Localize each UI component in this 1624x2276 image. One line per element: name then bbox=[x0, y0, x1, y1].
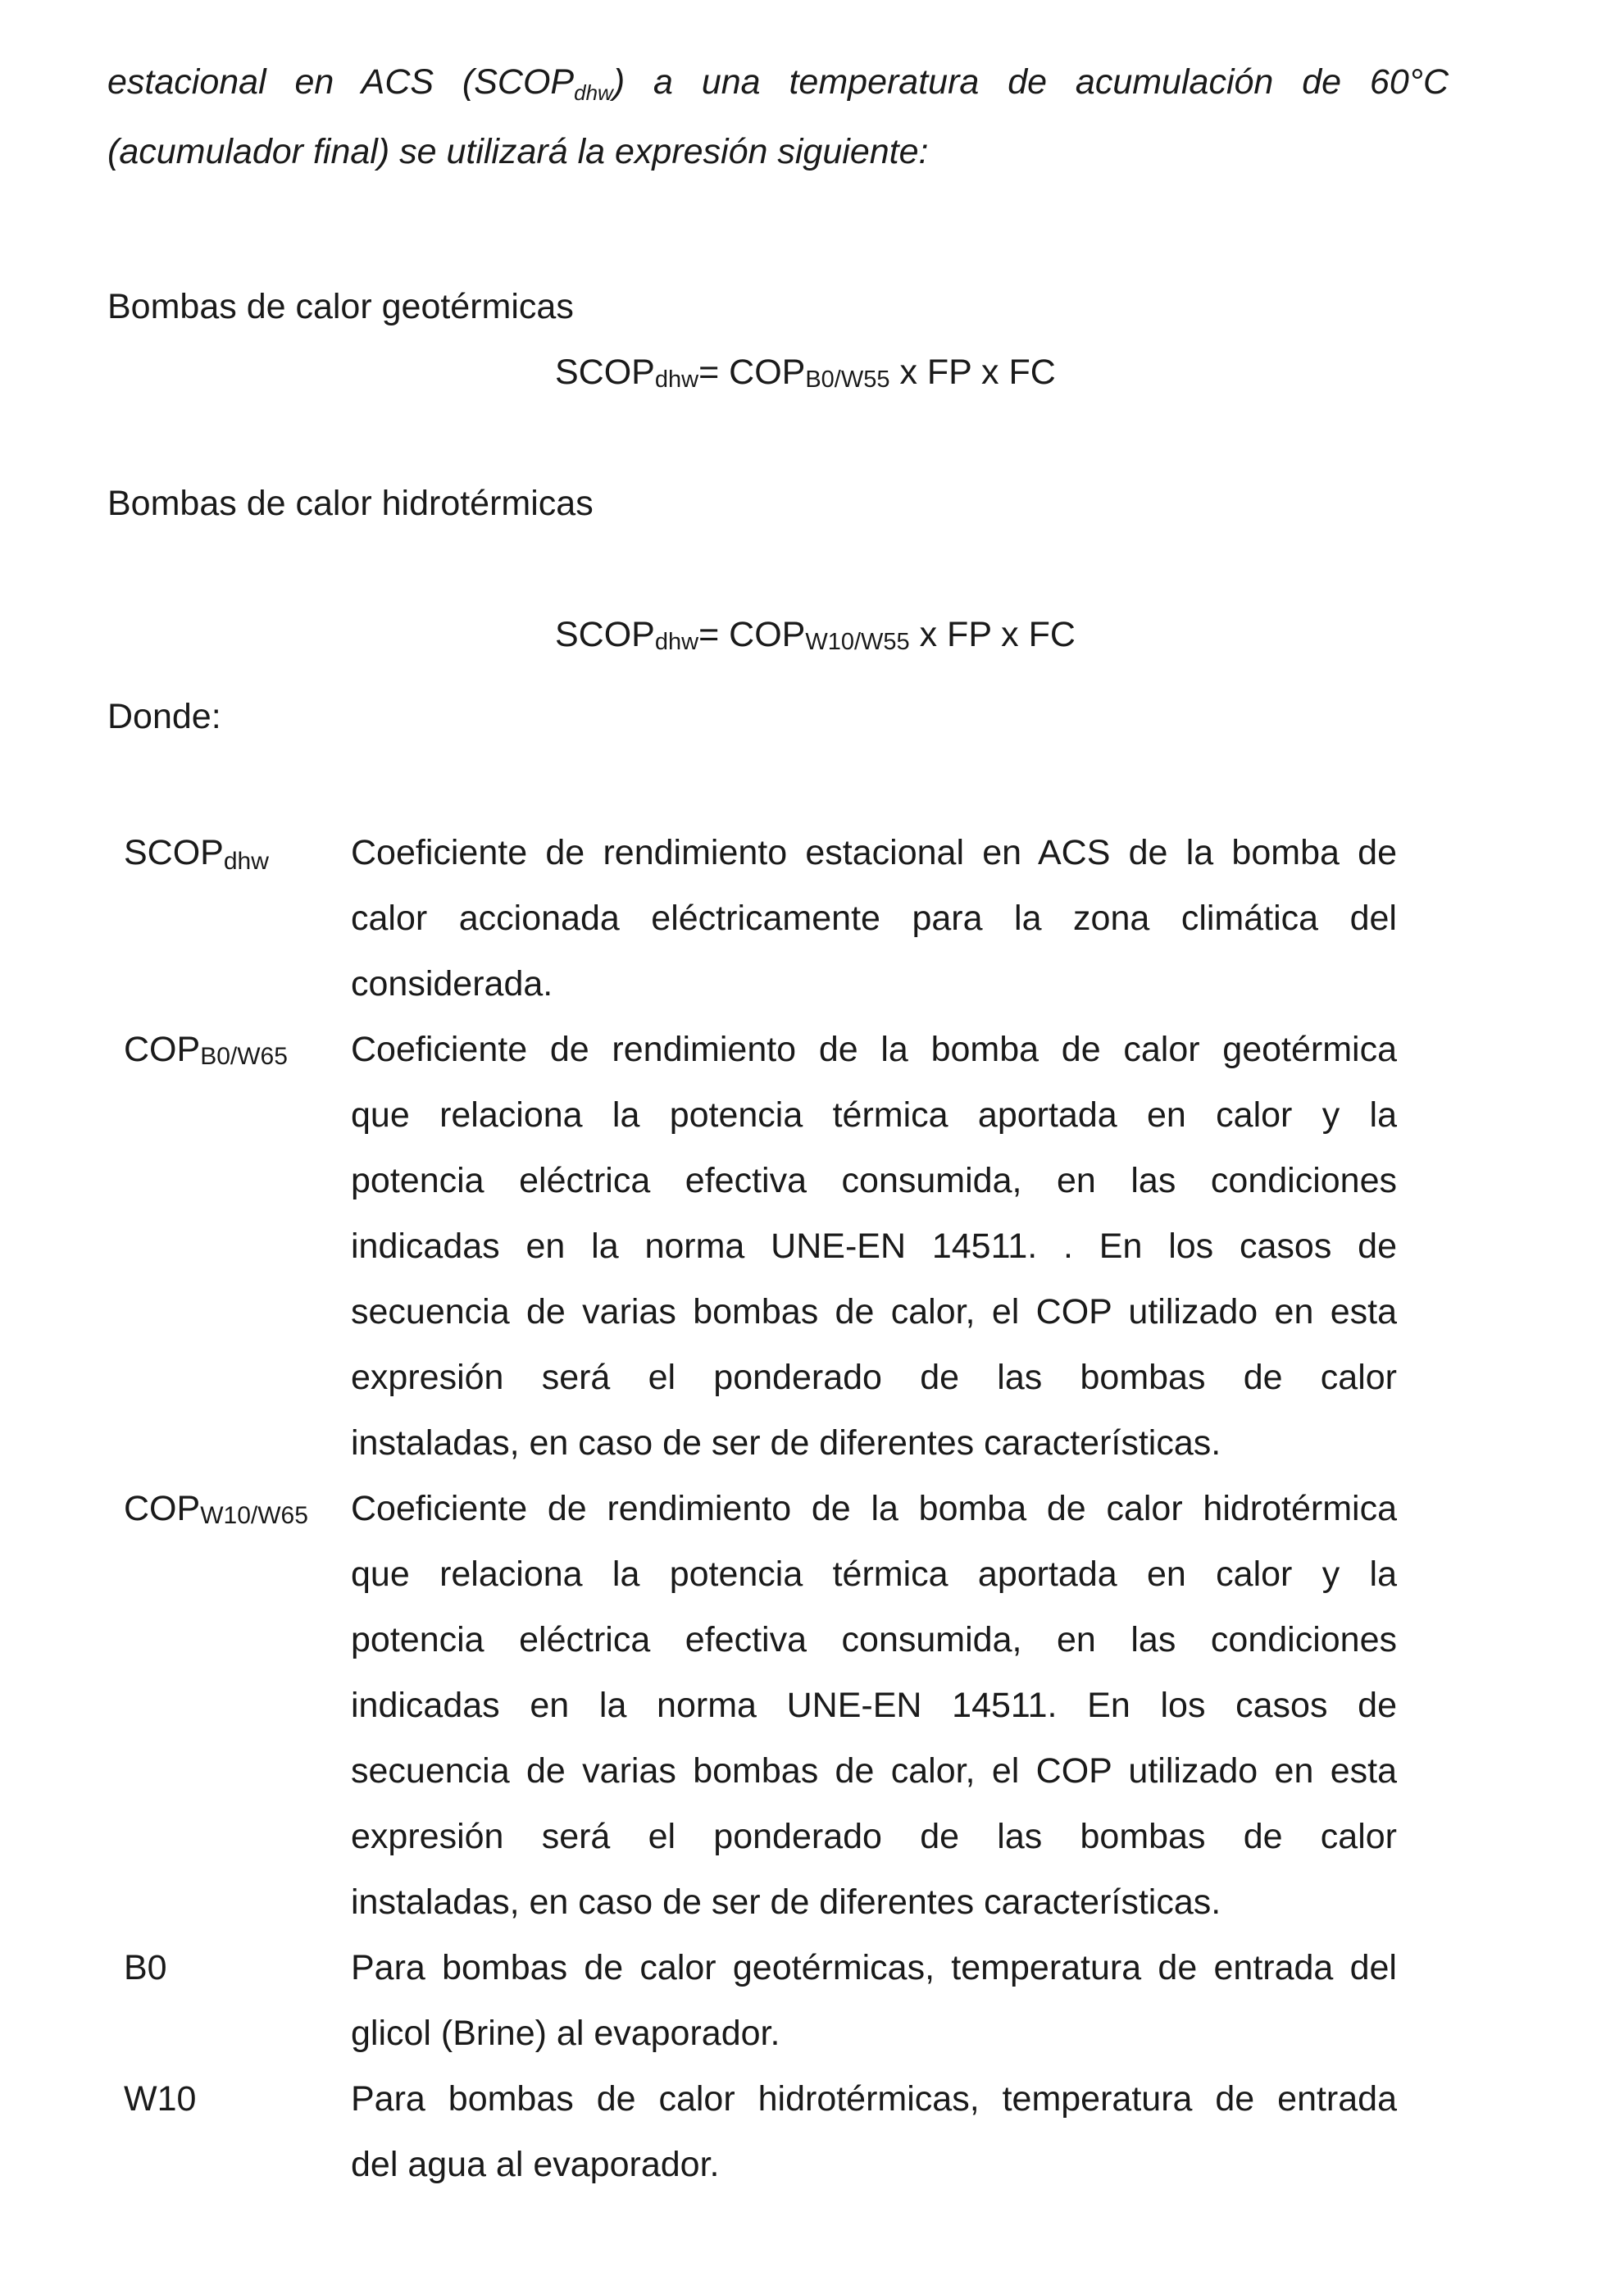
definition-term: COPB0/W65 bbox=[124, 1030, 288, 1070]
heading-hidrotermicas: Bombas de calor hidrotérmicas bbox=[107, 484, 594, 523]
formula-hidrotermicas: SCOPdhw= COPW10/W55 x FP x FC bbox=[555, 615, 1076, 655]
definition-cop-b0-w65 bbox=[0, 1017, 1624, 1476]
intro-line-1: estacional en ACS (SCOPdhw) a una temperatura de acumulación de 60°C bbox=[107, 62, 1449, 105]
definition-b0 bbox=[0, 1935, 1624, 2066]
definition-term: SCOPdhw bbox=[124, 833, 269, 875]
intro-paragraph bbox=[107, 49, 1449, 184]
definition-scop-dhw bbox=[0, 820, 1624, 1017]
definition-term: B0 bbox=[124, 1948, 167, 1987]
definition-description: Coeficiente de rendimiento estacional en ACS de la bomba de calor accionada eléctricamente para la zona climática del considerada. bbox=[351, 833, 1397, 1004]
definitions-list bbox=[0, 820, 1624, 2197]
definition-w10 bbox=[0, 2066, 1624, 2197]
intro-line-2: (acumulador final) se utilizará la expresión siguiente: bbox=[107, 132, 929, 171]
definition-term: COPW10/W65 bbox=[124, 1489, 308, 1529]
definition-term: W10 bbox=[124, 2079, 197, 2119]
definition-cop-w10-w65 bbox=[0, 1476, 1624, 1935]
donde-label: Donde: bbox=[107, 697, 221, 736]
definition-description: Para bombas de calor geotérmicas, temperatura de entrada del glicol (Brine) al evaporador. bbox=[351, 1948, 1397, 2053]
formula-geotermicas: SCOPdhw= COPB0/W55 x FP x FC bbox=[555, 353, 1056, 393]
definition-description: Coeficiente de rendimiento de la bomba de calor geotérmica que relaciona la potencia térmica aportada en calor y la potencia eléctrica efectiva consumida, en las condiciones indicadas en la norma UNE-EN 14511. . En los casos de secuencia de varias bombas de calor, el COP utilizado en esta expresión será el ponderado de las bombas de calor instaladas, en caso de ser de diferentes características. bbox=[351, 1030, 1397, 1463]
definition-description: Para bombas de calor hidrotérmicas, temperatura de entrada del agua al evaporador. bbox=[351, 2079, 1397, 2184]
heading-geotermicas: Bombas de calor geotérmicas bbox=[107, 287, 574, 326]
definition-description: Coeficiente de rendimiento de la bomba de calor hidrotérmica que relaciona la potencia térmica aportada en calor y la potencia eléctrica efectiva consumida, en las condiciones indicadas en la norma UNE-EN 14511. En los casos de secuencia de varias bombas de calor, el COP utilizado en esta expresión será el ponderado de las bombas de calor instaladas, en caso de ser de diferentes características. bbox=[351, 1489, 1397, 1922]
